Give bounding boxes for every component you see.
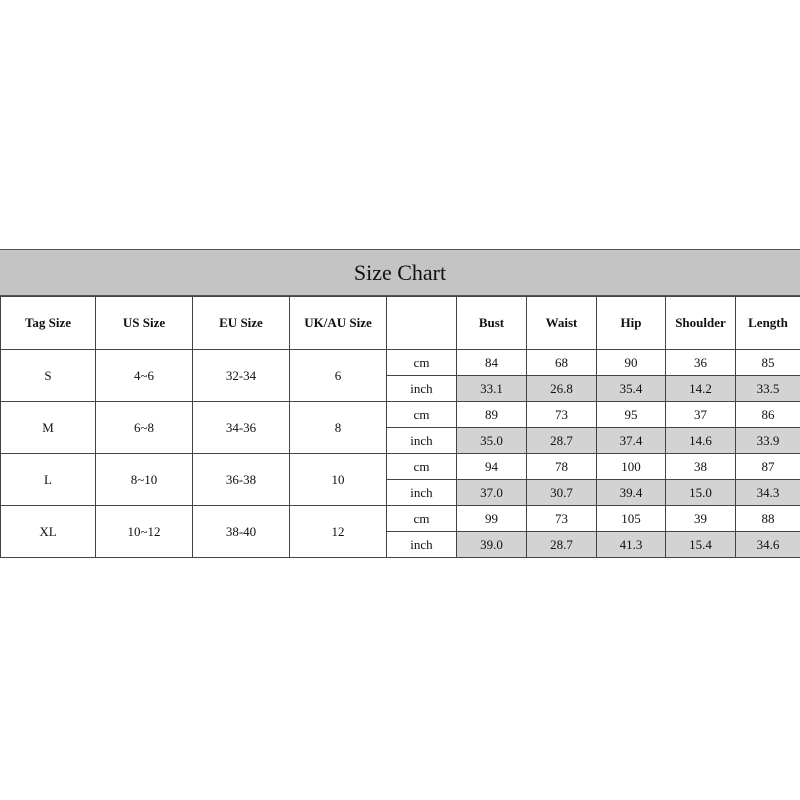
measure-cell: 38 [666,454,736,480]
measure-cell: 84 [457,350,527,376]
measure-cell: 14.2 [666,376,736,402]
measure-cell: 33.1 [457,376,527,402]
measure-cell: 89 [457,402,527,428]
measure-cell: 36 [666,350,736,376]
table-row [1,506,800,532]
unit-cell: cm [387,454,457,480]
header-hip: Hip [597,297,666,350]
measure-cell: 33.9 [736,428,800,454]
measure-cell: 90 [597,350,666,376]
measure-cell: 73 [527,506,597,532]
us-size-cell: 10~12 [96,506,193,558]
measure-cell: 39.0 [457,532,527,558]
measure-cell: 26.8 [527,376,597,402]
measure-cell: 68 [527,350,597,376]
unit-cell: cm [387,350,457,376]
measure-cell: 73 [527,402,597,428]
eu-size-cell: 34-36 [193,402,290,454]
measure-cell: 34.6 [736,532,800,558]
us-size-cell: 8~10 [96,454,193,506]
measure-cell: 39 [666,506,736,532]
unit-cell: inch [387,532,457,558]
tag-size-cell: M [1,402,96,454]
measure-cell: 41.3 [597,532,666,558]
header-tag-size: Tag Size [1,297,96,350]
measure-cell: 78 [527,454,597,480]
chart-title: Size Chart [0,249,800,296]
tag-size-cell: S [1,350,96,402]
header-us-size: US Size [96,297,193,350]
header-length: Length [736,297,800,350]
measure-cell: 37 [666,402,736,428]
unit-cell: inch [387,376,457,402]
measure-cell: 14.6 [666,428,736,454]
size-table [0,296,800,558]
unit-cell: inch [387,480,457,506]
table-row [1,350,800,376]
eu-size-cell: 36-38 [193,454,290,506]
eu-size-cell: 32-34 [193,350,290,402]
uk-au-size-cell: 12 [290,506,387,558]
measure-cell: 95 [597,402,666,428]
measure-cell: 37.4 [597,428,666,454]
unit-cell: cm [387,506,457,532]
measure-cell: 100 [597,454,666,480]
uk-au-size-cell: 6 [290,350,387,402]
uk-au-size-cell: 8 [290,402,387,454]
measure-cell: 35.4 [597,376,666,402]
measure-cell: 94 [457,454,527,480]
measure-cell: 39.4 [597,480,666,506]
measure-cell: 99 [457,506,527,532]
unit-cell: inch [387,428,457,454]
size-chart [0,249,800,558]
unit-cell: cm [387,402,457,428]
header-waist: Waist [527,297,597,350]
tag-size-cell: XL [1,506,96,558]
measure-cell: 33.5 [736,376,800,402]
table-row [1,402,800,428]
header-bust: Bust [457,297,527,350]
measure-cell: 37.0 [457,480,527,506]
header-row [1,297,800,350]
measure-cell: 34.3 [736,480,800,506]
tag-size-cell: L [1,454,96,506]
measure-cell: 105 [597,506,666,532]
measure-cell: 85 [736,350,800,376]
us-size-cell: 4~6 [96,350,193,402]
table-row [1,454,800,480]
measure-cell: 28.7 [527,428,597,454]
measure-cell: 87 [736,454,800,480]
header-shoulder: Shoulder [666,297,736,350]
us-size-cell: 6~8 [96,402,193,454]
measure-cell: 86 [736,402,800,428]
measure-cell: 35.0 [457,428,527,454]
measure-cell: 28.7 [527,532,597,558]
measure-cell: 15.4 [666,532,736,558]
measure-cell: 88 [736,506,800,532]
uk-au-size-cell: 10 [290,454,387,506]
header-eu-size: EU Size [193,297,290,350]
eu-size-cell: 38-40 [193,506,290,558]
header-uk-au-size: UK/AU Size [290,297,387,350]
measure-cell: 30.7 [527,480,597,506]
header-unit [387,297,457,350]
measure-cell: 15.0 [666,480,736,506]
